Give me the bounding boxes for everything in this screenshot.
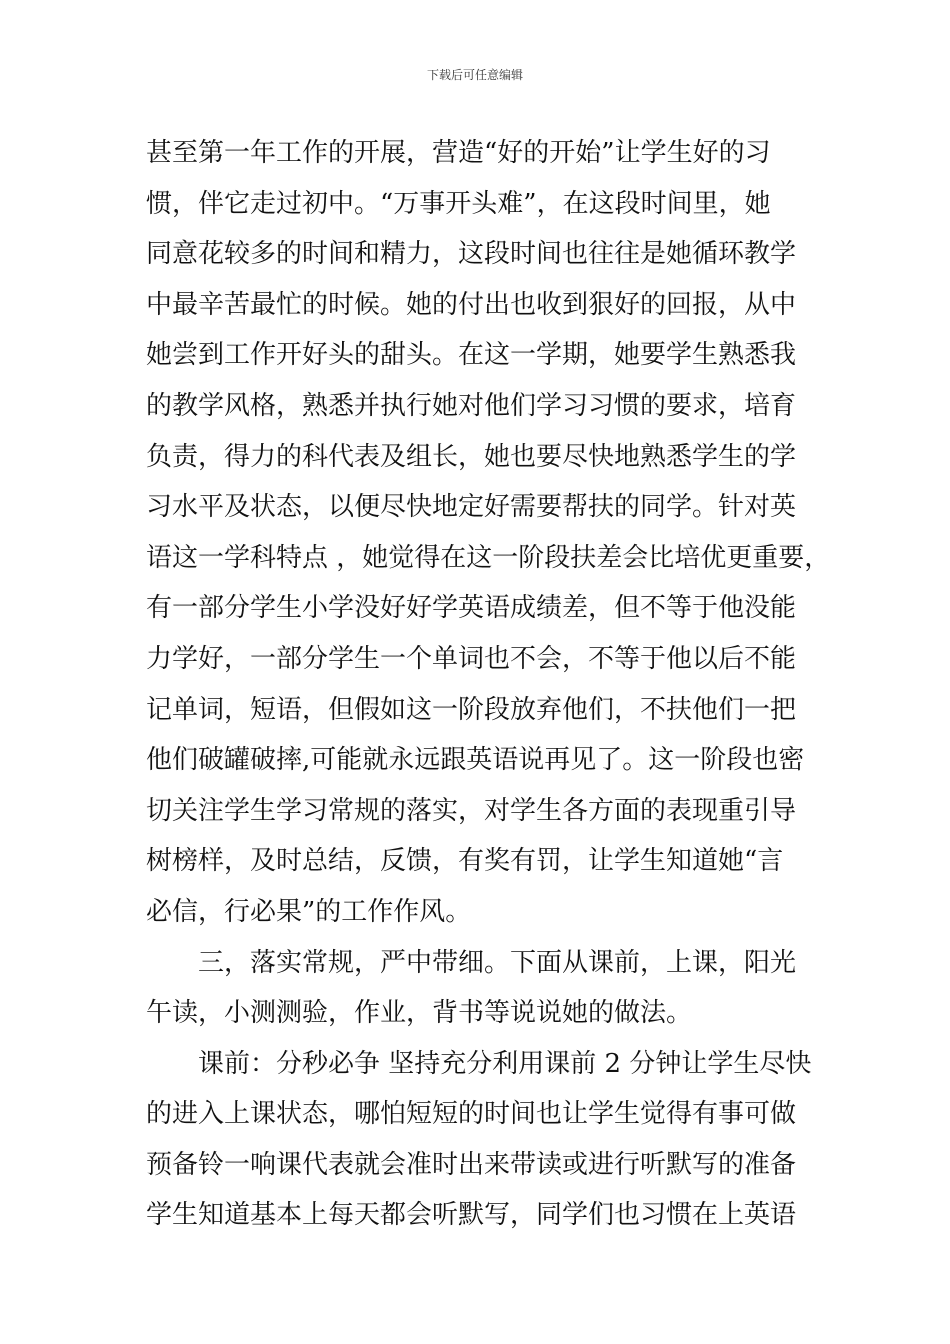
paragraph	[146, 128, 831, 938]
text-line: 的教学风格，熟悉并执行她对他们学习习惯的要求，培育	[146, 390, 797, 421]
document-body	[146, 128, 831, 1241]
text-line: 树榜样，及时总结，反馈，有奖有罚，让学生知道她“言	[146, 846, 784, 877]
text-line: 她尝到工作开好头的甜头。在这一学期，她要学生熟悉我	[146, 340, 797, 371]
text-line: 甚至第一年工作的开展，营造“好的开始”让学生好的习	[146, 138, 771, 168]
text-line: 切关注学生学习常规的落实，对学生各方面的表现重引导	[146, 795, 797, 826]
text-line: 三，落实常规，严中带细。下面从课前，上课，阳光	[198, 947, 797, 978]
text-line: 必信，行必果”的工作作风。	[146, 896, 472, 927]
page-header: 下载后可任意编辑	[426, 68, 523, 82]
text-line: 习水平及状态，以便尽快地定好需要帮扶的同学。针对英	[146, 492, 797, 523]
text-line: 同意花较多的时间和精力，这段时间也往往是她循环教学	[146, 239, 797, 270]
text-line: 课前：分秒必争 坚持充分利用课前 2 分钟让学生尽快	[198, 1048, 812, 1079]
text-line: 的进入上课状态，哪怕短短的时间也让学生觉得有事可做	[146, 1099, 797, 1130]
text-line: 惯，伴它走过初中。“万事开头难”，在这段时间里，她	[146, 188, 771, 219]
text-line: 他们破罐破摔,可能就永远跟英语说再见了。这一阶段也密	[146, 745, 805, 776]
text-line: 有一部分学生小学没好好学英语成绩差，但不等于他没能	[146, 593, 797, 624]
text-line: 中最辛苦最忙的时候。她的付出也收到狠好的回报，从中	[146, 289, 797, 320]
text-line: 学生知道基本上每天都会听默写，同学们也习惯在上英语	[146, 1200, 797, 1231]
paragraph	[146, 938, 826, 1039]
paragraph	[146, 1039, 826, 1241]
text-line: 预备铃一响课代表就会准时出来带读或进行听默写的准备	[146, 1149, 797, 1180]
text-line: 午读，小测测验，作业，背书等说说她的做法。	[146, 998, 693, 1029]
text-line: 语这一学科特点 ，她觉得在这一阶段扶差会比培优更重要，	[146, 542, 831, 573]
text-line: 负责，得力的科代表及组长，她也要尽快地熟悉学生的学	[146, 441, 797, 472]
text-line: 记单词，短语，但假如这一阶段放弃他们，不扶他们一把	[146, 694, 797, 725]
text-line: 力学好，一部分学生一个单词也不会，不等于他以后不能	[146, 643, 797, 674]
